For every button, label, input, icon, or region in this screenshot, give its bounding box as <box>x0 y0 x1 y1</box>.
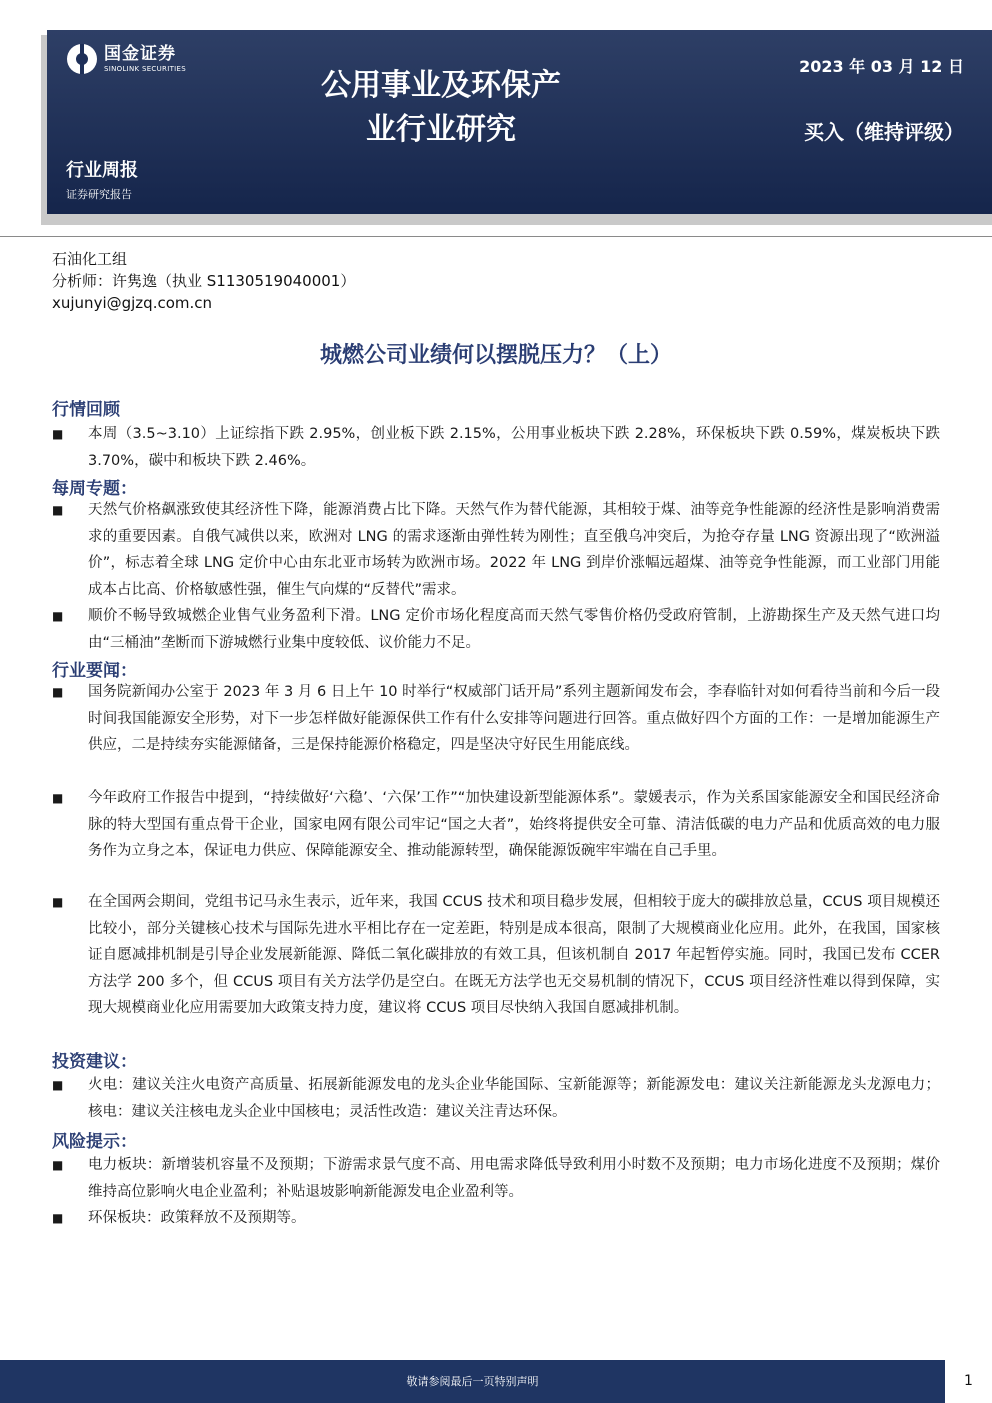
section-heading-risk-warning: 风险提示： <box>52 1132 137 1152</box>
page-title: 城燃公司业绩何以摆脱压力？（上） <box>319 343 672 368</box>
list-item: ■ 在全国两会期间，党组书记马永生表示，近年来，我国 CCUS 技术和项目稳步发展，但相较于庞大的碳排放总量，CCUS 项目规模还比较小，部分关键核心技术与国际先进水平相比存在一定差距，特别是成本很高，限制了大规模商业化应用。此外，在我国，国家核证自愿减排机制是引导企业发展新能源、降低二氧化碳排放的有效工具，但该机制自 2017 年起暂停实施。同时，我国已发布 CCER 方法学 200 多个，但 CCUS 项目有关方法学仍是空白。在既无方法学也无交易机制的情况下，CCUS 项目经济性难以得到保障，实现大规模商业化应用需要加大政策支持力度，建议将 CCUS 项目尽快纳入我国自愿减排机制。 <box>52 889 940 1022</box>
report-title: 公用事业及环保产业行业研究 <box>321 68 561 147</box>
list-item: ■ 国务院新闻办公室于 2023 年 3 月 6 日上午 10 时举行“权威部门话开局”系列主题新闻发布会，李春临针对如何看待当前和今后一段时间我国能源安全形势，对下一步怎样做好能源保供工作有什么安排等问题进行回答。重点做好四个方面的工作：一是增加能源生产供应，二是持续夯实能源储备，三是保持能源价格稳定，四是坚决守好民生用能底线。 <box>52 679 940 759</box>
logo-icon <box>67 44 97 74</box>
list-item: ■ 环保板块：政策释放不及预期等。 <box>52 1205 940 1232</box>
logo-name-cn: 国金证券 <box>104 43 176 64</box>
list-item: ■ 顺价不畅导致城燃企业售气业务盈利下滑。LNG 定价市场化程度高而天然气零售价格仍受政府管制，上游勘探生产及天然气进口均由“三桶油”垄断而下游城燃行业集中度较低、议价能力不足。 <box>52 603 940 656</box>
logo-name-en: SINOLINK SECURITIES <box>104 64 186 73</box>
section-heading-market-review: 行情回顾 <box>52 400 120 420</box>
bullet-square-icon: ■ <box>52 1211 64 1225</box>
list-item: ■ 本周（3.5~3.10）上证综指下跌 2.95%，创业板下跌 2.15%，公用事业板块下跌 2.28%，环保板块下跌 0.59%，煤炭板块下跌 3.70%，碳中和板块下跌 2.46%。 <box>52 421 940 474</box>
company-logo <box>67 44 186 74</box>
section-heading-industry-news: 行业要闻： <box>52 661 137 681</box>
bullet-square-icon: ■ <box>52 791 64 805</box>
rating: 买入（维持评级） <box>804 120 964 144</box>
bullet-square-icon: ■ <box>52 609 64 623</box>
report-date: 2023 年 03 月 12 日 <box>799 57 964 76</box>
list-item: ■ 今年政府工作报告中提到，“持续做好‘六稳’、‘六保’工作”“加快建设新型能源体系”。蒙媛表示，作为关系国家能源安全和国民经济命脉的特大型国有重点骨干企业，国家电网有限公司牢记“国之大者”，始终将提供安全可靠、清洁低碳的电力产品和优质高效的电力服务作为立身之本，保证电力供应、保障能源安全、推动能源转型，确保能源饭碗牢牢端在自己手里。 <box>52 785 940 865</box>
report-category: 行业周报 <box>66 160 138 181</box>
bullet-square-icon: ■ <box>52 503 64 517</box>
analyst-info <box>52 248 355 314</box>
analyst-email[interactable]: xujunyi@gjzq.com.cn <box>52 294 213 312</box>
bullet-square-icon: ■ <box>52 685 64 699</box>
list-item: ■ 电力板块：新增装机容量不及预期；下游需求景气度不高、用电需求降低导致利用小时数不及预期；电力市场化进度不及预期；煤价维持高位影响火电企业盈利；补贴退坡影响新能源发电企业盈利等。 <box>52 1152 940 1205</box>
bullet-square-icon: ■ <box>52 1078 64 1092</box>
footer-disclaimer: 敬请参阅最后一页特别声明 <box>0 1360 945 1403</box>
page-number: 1 <box>964 1373 973 1389</box>
report-type: 证券研究报告 <box>66 188 132 201</box>
list-item: ■ 天然气价格飙涨致使其经济性下降，能源消费占比下降。天然气作为替代能源，其相较于煤、油等竞争性能源的经济性是影响消费需求的重要因素。自俄气减供以来，欧洲对 LNG 的需求逐渐由弹性转为刚性；直至俄乌冲突后，为抢夺存量 LNG 资源出现了“欧洲溢价”，标志着全球 LNG 定价中心由东北亚市场转为欧洲市场。2022 年 LNG 到岸价涨幅远超煤、油等竞争性能源，而工业部门用能成本占比高、价格敏感性强，催生气向煤的“反替代”需求。 <box>52 497 940 603</box>
bullet-square-icon: ■ <box>52 427 64 441</box>
section-heading-weekly-topic: 每周专题： <box>52 479 137 499</box>
report-header <box>47 30 992 214</box>
bullet-square-icon: ■ <box>52 895 64 909</box>
section-heading-investment-advice: 投资建议： <box>52 1052 137 1072</box>
bullet-square-icon: ■ <box>52 1158 64 1172</box>
list-item: ■ 火电：建议关注火电资产高质量、拓展新能源发电的龙头企业华能国际、宝新能源等；新能源发电：建议关注新能源龙头龙源电力；核电：建议关注核电龙头企业中国核电；灵活性改造：建议关注青达环保。 <box>52 1072 940 1125</box>
analyst-group: 石油化工组 <box>52 250 128 268</box>
analyst-name: 分析师：许隽逸（执业 S1130519040001） <box>52 272 356 290</box>
divider <box>0 236 992 237</box>
